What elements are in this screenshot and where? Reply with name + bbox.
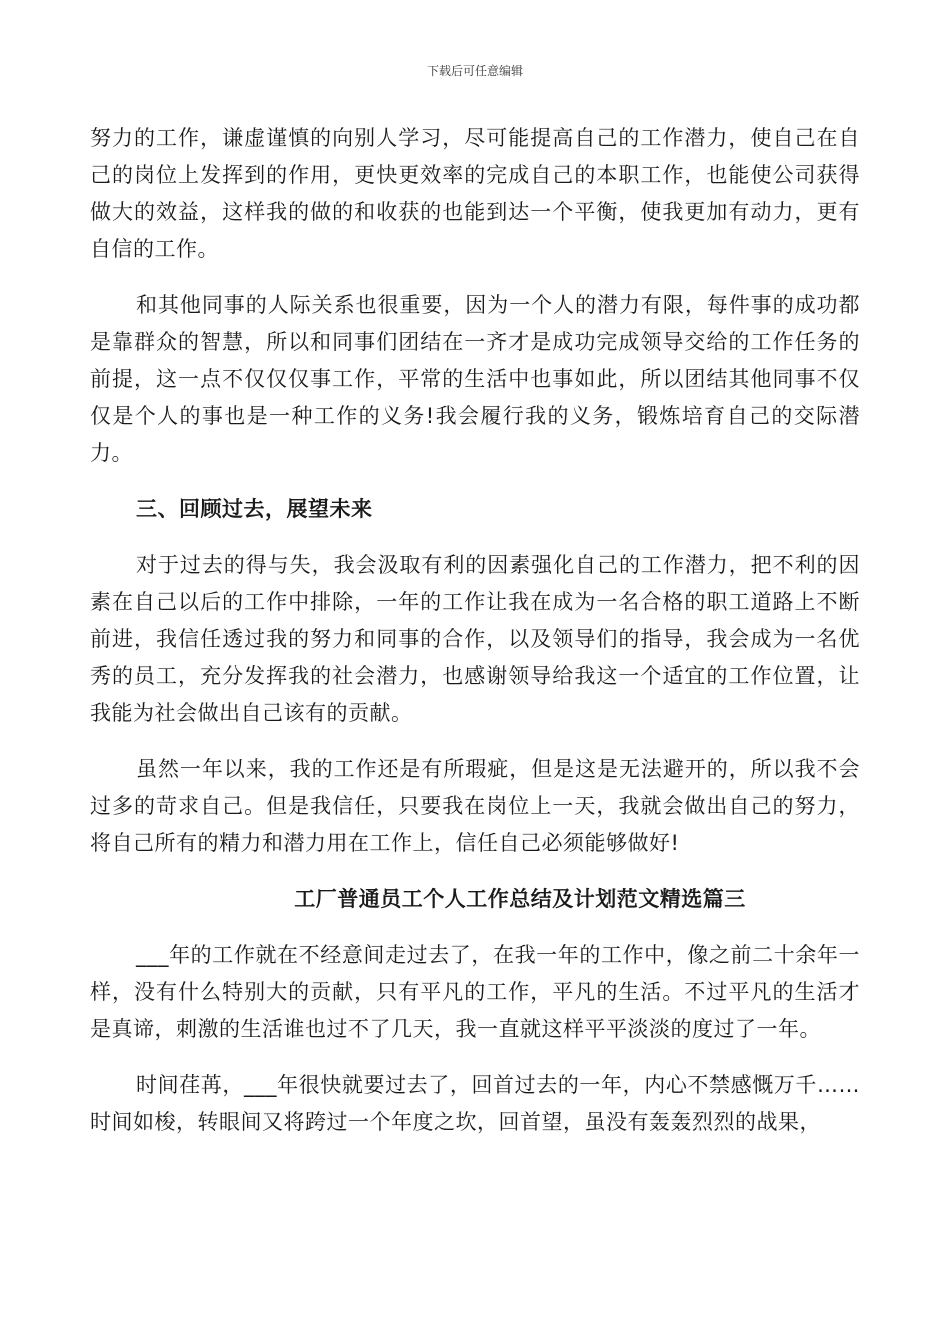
paragraph-1: 努力的工作，谦虚谨慎的向别人学习，尽可能提高自己的工作潜力，使自己在自己的岗位上发挥到的作用，更快更效率的完成自己的本职工作，也能使公司获得做大的效益，这样我的做的和收获的也能到达一个平衡，使我更加有动力，更有自信的工作。 [90, 126, 860, 261]
paragraph-6: 时间荏苒，___年很快就要过去了，回首过去的一年，内心不禁感慨万千……时间如梭，转眼间又将跨过一个年度之坎，回首望，虽没有轰轰烈烈的战果， [90, 1073, 860, 1134]
section-heading: 三、回顾过去，展望未来 [136, 497, 373, 521]
document-body [90, 120, 860, 1160]
page-header: 下载后可任意编辑 [426, 64, 523, 78]
paragraph-4: 虽然一年以来，我的工作还是有所瑕疵，但是这是无法避开的，所以我不会过多的苛求自己。但是我信任，只要我在岗位上一天，我就会做出自己的努力，将自己所有的精力和潜力用在工作上，信任自己必须能够做好! [90, 757, 860, 855]
paragraph-2: 和其他同事的人际关系也很重要，因为一个人的潜力有限，每件事的成功都是靠群众的智慧，所以和同事们团结在一齐才是成功完成领导交给的工作任务的前提，这一点不仅仅仅事工作，平常的生活中也事如此，所以团结其他同事不仅仅是个人的事也是一种工作的义务!我会履行我的义务，锻炼培育自己的交际潜力。 [90, 293, 860, 465]
article-title: 工厂普通员工个人工作总结及计划范文精选篇三 [294, 887, 746, 911]
paragraph-5: ___年的工作就在不经意间走过去了，在我一年的工作中，像之前二十余年一样，没有什么特别大的贡献，只有平凡的工作，平凡的生活。不过平凡的生活才是真谛，刺激的生活谁也过不了几天，我一直就这样平平淡淡的度过了一年。 [90, 943, 860, 1041]
paragraph-3: 对于过去的得与失，我会汲取有利的因素强化自己的工作潜力，把不利的因素在自己以后的工作中排除，一年的工作让我在成为一名合格的职工道路上不断前进，我信任透过我的努力和同事的合作，以及领导们的指导，我会成为一名优秀的员工，充分发挥我的社会潜力，也感谢领导给我这一个适宜的工作位置，让我能为社会做出自己该有的贡献。 [90, 553, 860, 725]
